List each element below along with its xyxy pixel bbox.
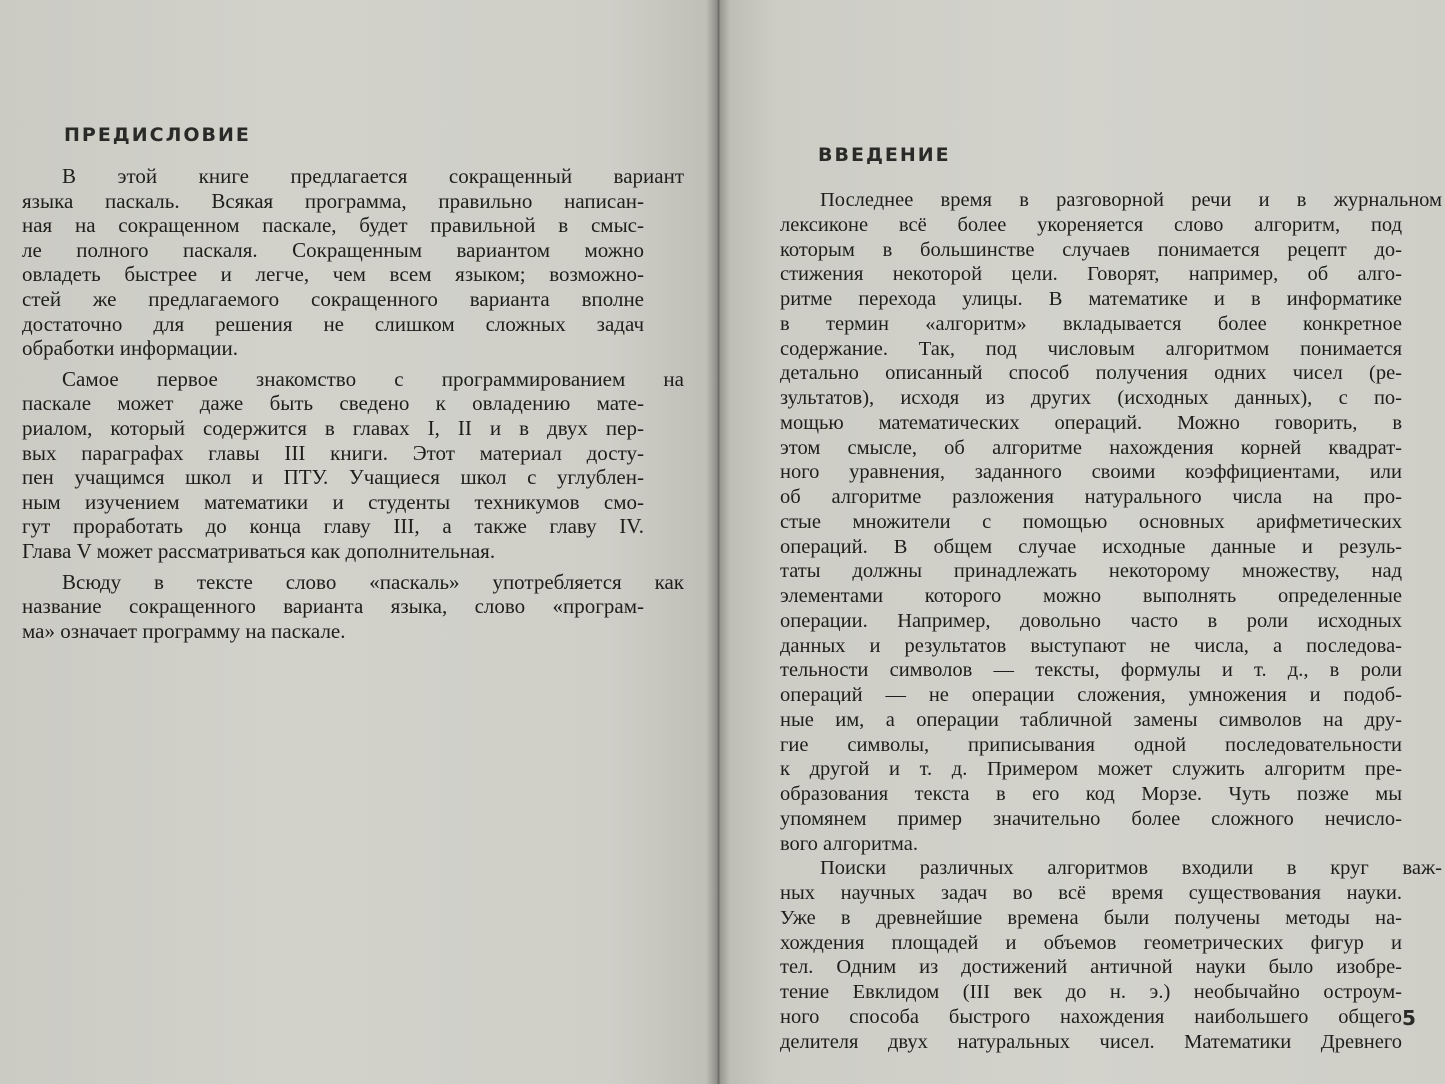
text-line: гие символы, приписывания одной последовательности <box>780 733 1402 756</box>
text-line: операций — не операции сложения, умножения и подоб- <box>780 684 1402 706</box>
text-line: достаточно для решения не слишком сложных задач <box>22 311 644 336</box>
text-line: ным изучением математики и студенты техникумов смо- <box>22 489 644 514</box>
left-page <box>0 0 718 1084</box>
text-line: упомянем пример значительно более сложного нечисло- <box>780 807 1402 830</box>
text-line: языка паскаль. Всякая программа, правильно написан- <box>22 188 644 213</box>
text-line: В этой книге предлагается сокращенный вариант <box>62 164 684 188</box>
text-line: стей же предлагаемого сокращенного варианта вполне <box>22 286 644 311</box>
text-line: гут проработать до конца главу III, а также главу IV. <box>22 514 644 539</box>
text-line: ная на сокращенном паскале, будет правильной в смыс- <box>22 213 644 238</box>
text-line: Последнее время в разговорной речи и в журнальном <box>820 189 1442 211</box>
text-line: ных научных задач во всё время существования науки. <box>780 882 1402 904</box>
preface-text <box>22 164 684 643</box>
text-line: зультатов), исходя из других (исходных данных), с по- <box>780 387 1402 409</box>
text-line: делителя двух натуральных чисел. Математики Древнего <box>780 1030 1402 1053</box>
preface-heading: ПРЕДИСЛОВИЕ <box>64 124 251 146</box>
text-line: вого алгоритма. <box>780 832 918 855</box>
text-line: хождения площадей и объемов геометрических фигур и <box>780 931 1402 954</box>
text-line: содержание. Так, под числовым алгоритмом понимается <box>780 337 1402 360</box>
text-line: ного уравнения, заданного своими коэффициентами, или <box>780 461 1402 484</box>
text-line: тельности символов — тексты, формулы и т. д., в роли <box>780 659 1402 682</box>
text-line: вых параграфах главы III книги. Этот материал досту- <box>22 440 644 465</box>
text-line: пен учащимся школ и ПТУ. Учащиеся школ с углублен- <box>22 465 644 490</box>
introduction-heading: ВВЕДЕНИЕ <box>818 144 951 166</box>
text-line: Всюду в тексте слово «паскаль» употребляется как <box>62 569 684 594</box>
text-line: таты должны принадлежать некоторому множеству, над <box>780 560 1402 583</box>
text-line: в термин «алгоритм» вкладывается более конкретное <box>780 312 1402 335</box>
text-line: название сокращенного варианта языка, слово «програм- <box>22 594 644 619</box>
text-line: тение Евклидом (III век до н. э.) необычайно остроум- <box>780 981 1402 1003</box>
text-line: обработки информации. <box>22 336 238 361</box>
text-line: к другой и т. д. Примером может служить алгоритм пре- <box>780 758 1402 781</box>
right-page <box>718 0 1445 1084</box>
text-line: элементами которого можно выполнять определенные <box>780 585 1402 607</box>
text-line: стые множители с помощью основных арифметических <box>780 510 1402 533</box>
text-line: этом смысле, об алгоритме нахождения корней квадрат- <box>780 436 1402 459</box>
text-line: Уже в древнейшие времена были получены методы на- <box>780 906 1402 929</box>
text-line: Самое первое знакомство с программированием на <box>62 366 684 391</box>
book-gutter <box>706 0 730 1084</box>
text-line: тел. Одним из достижений античной науки было изобре- <box>780 956 1402 979</box>
text-line: Глава V может рассматриваться как дополнительная. <box>22 538 496 563</box>
text-line: операций. В общем случае исходные данные и резуль- <box>780 535 1402 558</box>
text-line: детально описанный способ получения одних чисел (ре- <box>780 362 1402 385</box>
introduction-text <box>780 188 1442 1054</box>
text-line: образования текста в его код Морзе. Чуть позже мы <box>780 783 1402 805</box>
text-line: ного способа быстрого нахождения наибольшего общего <box>780 1005 1402 1028</box>
text-line: лексиконе всё более укореняется слово алгоритм, под <box>780 213 1402 236</box>
text-line: операции. Например, довольно часто в роли исходных <box>780 609 1402 632</box>
text-line: стижения некоторой цели. Говорят, например, об алго- <box>780 263 1402 286</box>
text-line: данных и результатов выступают не числа, а последова- <box>780 634 1402 657</box>
page-number: 5 <box>1402 1006 1416 1030</box>
text-line: овладеть быстрее и легче, чем всем языком; возможно- <box>22 262 644 287</box>
text-line: ма» означает программу на паскале. <box>22 618 346 643</box>
text-line: которым в большинстве случаев понимается рецепт до- <box>780 238 1402 261</box>
text-line: мощью математических операций. Можно говорить, в <box>780 411 1402 434</box>
text-line: ные им, а операции табличной замены символов на дру- <box>780 708 1402 731</box>
text-line: паскале может даже быть сведено к овладению мате- <box>22 391 644 416</box>
text-line: риалом, который содержится в главах I, II и в двух пер- <box>22 415 644 440</box>
text-line: ритме перехода улицы. В математике и в информатике <box>780 288 1402 310</box>
text-line: об алгоритме разложения натурального числа на про- <box>780 486 1402 508</box>
text-line: ле полного паскаля. Сокращенным вариантом можно <box>22 237 644 262</box>
text-line: Поиски различных алгоритмов входили в круг важ- <box>820 857 1442 880</box>
